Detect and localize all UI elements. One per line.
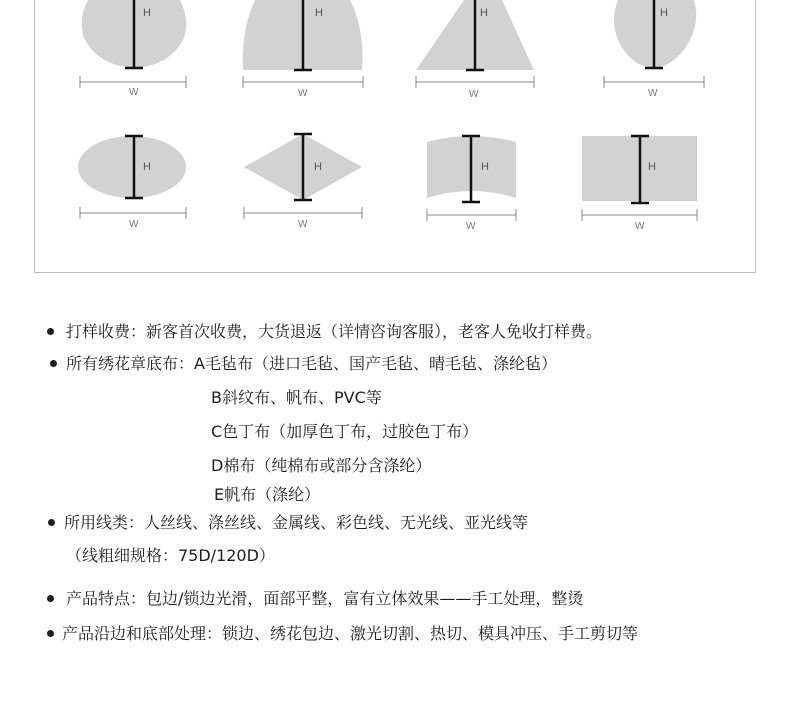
features-text: 产品特点：包边/锁边光滑，面部平整，富有立体效果——手工处理，整烫 <box>66 589 584 608</box>
width-label: W <box>298 219 308 230</box>
height-label: H <box>480 7 488 19</box>
thread-types-text: 所用线类：人丝线、涤丝线、金属线、彩色线、无光线、亚光线等 <box>64 513 529 532</box>
bullet-icon <box>47 630 54 637</box>
height-label: H <box>481 161 489 173</box>
shape-triangle <box>416 0 534 100</box>
bullet-icon <box>47 595 54 602</box>
shape-drop <box>604 0 704 99</box>
shape-circle <box>80 0 186 98</box>
width-label: W <box>648 88 658 99</box>
thread-spec-text: （线粗细规格：75D/120D） <box>66 546 275 565</box>
width-label: W <box>298 88 308 99</box>
shape-arch <box>243 0 363 99</box>
base-fabric-title: 所有绣花章底布：A毛毡布（进口毛毡、国产毛毡、晴毛毡、涤纶毡） <box>66 354 557 373</box>
height-label: H <box>143 7 151 19</box>
width-label: W <box>466 221 476 232</box>
shape-ellipse <box>78 136 186 230</box>
shape-rectangle <box>582 136 697 232</box>
bullet-icon <box>47 328 54 335</box>
base-fabric-d: D棉布（纯棉布或部分含涤纶） <box>211 456 432 475</box>
height-label: H <box>660 7 668 19</box>
base-fabric-b: B斜纹布、帆布、PVC等 <box>211 388 382 407</box>
bullet-icon <box>50 360 57 367</box>
height-label: H <box>648 161 656 173</box>
edge-treatment-text: 产品沿边和底部处理：锁边、绣花包边、激光切割、热切、模具冲压、手工剪切等 <box>62 624 639 643</box>
height-label: H <box>315 7 323 19</box>
shape-curved-banner <box>427 136 516 232</box>
sample-fee-text: 打样收费：新客首次收费，大货退返（详情咨询客服），老客人免收打样费。 <box>66 322 603 341</box>
width-label: W <box>469 89 479 100</box>
height-label: H <box>143 161 151 173</box>
width-label: W <box>129 219 139 230</box>
width-label: W <box>129 87 139 98</box>
shape-diamond <box>244 134 362 230</box>
base-fabric-c: C色丁布（加厚色丁布，过胶色丁布） <box>211 422 479 441</box>
bullet-icon <box>48 519 55 526</box>
height-label: H <box>314 161 322 173</box>
width-label: W <box>635 221 645 232</box>
shape-diagram <box>0 0 790 290</box>
base-fabric-e: E帆布（涤纶） <box>214 485 321 504</box>
